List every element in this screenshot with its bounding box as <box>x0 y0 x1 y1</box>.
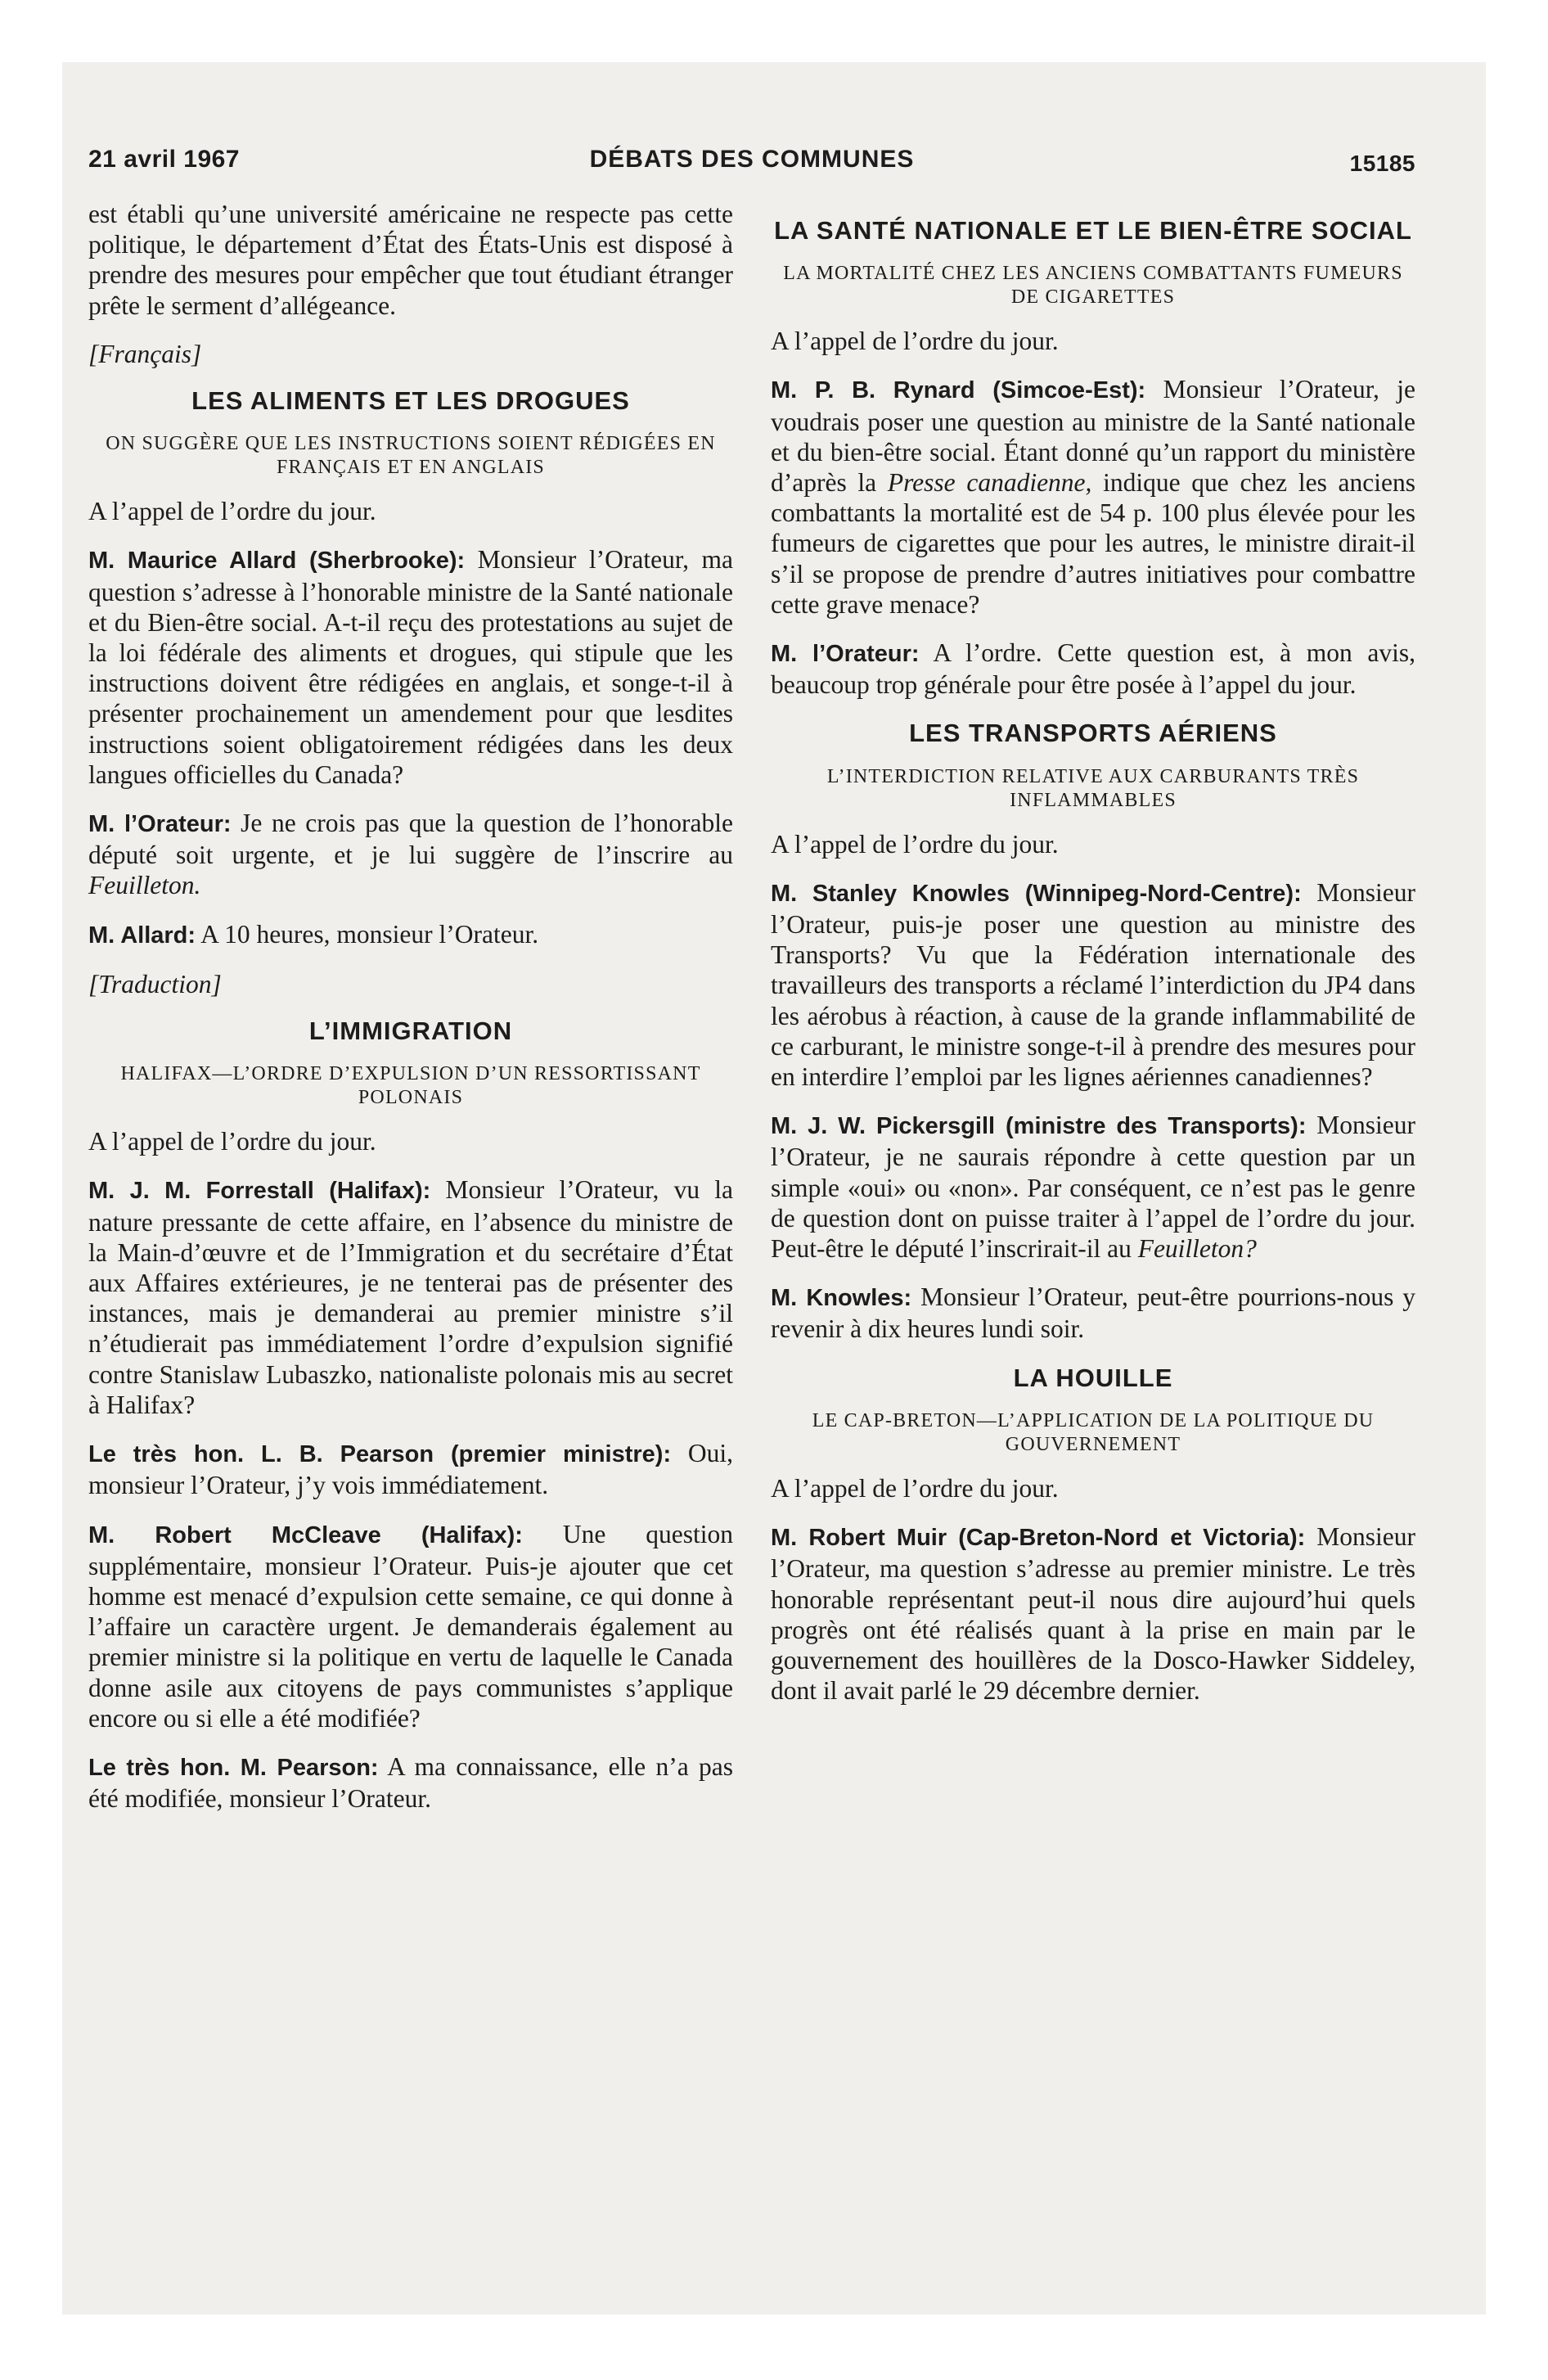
speaker-name: M. Allard: <box>88 922 196 949</box>
speaker-name: Le très hon. M. Pearson: <box>88 1754 379 1781</box>
speech-text: A ma connaissance, elle n’a pas été modifiée, monsieur l’Orateur. <box>88 1751 733 1814</box>
page-title: DÉBATS DES COMMUNES <box>589 146 915 173</box>
speech-paragraph <box>771 1282 1415 1344</box>
speech-text: Monsieur l’Orateur, ma question s’adresse à l’honorable ministre de la Santé nationale et du Bien-être social. A-t-il reçu des protestations au sujet de la loi fédérale des aliments et drogues, qui stipule que les instructions doivent être rédigées en anglais, et songe-t-il à présenter prochainement un amendement pour que lesdites instructions soient obligatoirement rédigées dans les deux langues officielles du Canada? <box>88 545 733 789</box>
speech-paragraph <box>88 544 733 790</box>
section-subheading: HALIFAX—L’ORDRE D’EXPULSION D’UN RESSORTISSANT POLONAIS <box>120 1063 701 1109</box>
paragraph: est établi qu’une université américaine ne respecte pas cette politique, le département d’État des États-Unis est disposé à prendre des mesures pour empêcher que tout étudiant étranger prête le serment d’allégeance. <box>88 200 733 320</box>
speech-text: Monsieur l’Orateur, ma question s’adresse au premier ministre. Le très honorable représentant peut-il nous dire aujourd’hui quels progrès ont été réalisés quant à la prise en main par le gouvernement des houillères de la Dosco-Hawker Siddeley, dont il avait parlé le 29 décembre dernier. <box>771 1522 1415 1706</box>
speech-text: Une question supplémentaire, monsieur l’Orateur. Puis-je ajouter que cet homme est menacé d’expulsion cette semaine, ce qui donne à l’affaire un caractère urgent. Je demanderais également au premier ministre si la politique en vertu de laquelle le Canada donne asile aux citoyens de pays communistes s’applique encore ou si elle a été modifiée? <box>88 1519 733 1733</box>
italic-text: Feuilleton? <box>1137 1234 1257 1264</box>
speech-text: Monsieur l’Orateur, je ne saurais répondre à cette question par un simple «oui» ou «non». Par conséquent, ce n’est pas le genre de question dont on puisse traiter à l’appel de l’ordre du jour. Peut-être le député l’inscrirait-il au <box>771 1111 1415 1264</box>
speech-paragraph <box>88 1519 733 1733</box>
paragraph: A l’appel de l’ordre du jour. <box>88 1127 376 1156</box>
paragraph: A l’appel de l’ordre du jour. <box>771 829 1059 859</box>
speech-paragraph <box>88 808 733 901</box>
page-number: 15185 <box>1349 151 1415 176</box>
section-heading: LES TRANSPORTS AÉRIENS <box>909 719 1277 748</box>
section-subheading: LE CAP-BRETON—L’APPLICATION DE LA POLITIQUE DU GOUVERNEMENT <box>812 1409 1375 1455</box>
language-tag: [Traduction] <box>88 969 222 998</box>
section-heading: L’IMMIGRATION <box>308 1016 513 1046</box>
language-tag: [Français] <box>88 339 202 368</box>
speaker-name: M. Robert McCleave (Halifax): <box>88 1521 523 1548</box>
speaker-name: M. Knowles: <box>771 1285 912 1312</box>
section-subheading: L’INTERDICTION RELATIVE AUX CARBURANTS TRÈS INFLAMMABLES <box>826 765 1360 811</box>
speech-text: Monsieur l’Orateur, vu la nature pressante de cette affaire, en l’absence du ministre de la Main-d’œuvre et de l’Immigration et du secrétaire d’État aux Affaires extérieures, je ne tenterai pas de présenter des instances, mais je demanderai au premier ministre s’il n’étudierait pas immédiatement l’ordre d’expulsion signifié contre Stanislaw Lubaszko, nationaliste polonais mis au secret à Halifax? <box>88 1175 733 1419</box>
right-column <box>771 199 1415 1706</box>
speech-paragraph <box>771 374 1415 620</box>
speech-text: Monsieur l’Orateur, puis-je poser une question au ministre des Transports? Vu que la Fédération internationale des travailleurs des transports a réclamé l’interdiction du JP4 dans les aérobus à réaction, à cause de la grande inflammabilité de ce carburant, le ministre songe-t-il à prendre des mesures pour en interdire l’emploi par les lignes aériennes canadiennes? <box>771 877 1415 1092</box>
speaker-name: M. Stanley Knowles (Winnipeg-Nord-Centre): <box>771 880 1302 907</box>
speech-paragraph <box>88 1751 733 1814</box>
speech-paragraph <box>88 1438 733 1500</box>
section-heading: LA HOUILLE <box>1013 1363 1173 1392</box>
speech-text: Monsieur l’Orateur, je voudrais poser une question au ministre de la Santé nationale et du bien-être social. Étant donné qu’un rapport du ministère d’après la <box>771 375 1415 498</box>
speech-text: Monsieur l’Orateur, peut-être pourrions-nous y revenir à dix heures lundi soir. <box>771 1282 1416 1344</box>
speech-paragraph <box>88 1174 733 1420</box>
speech-text: Oui, monsieur l’Orateur, j’y vois immédiatement. <box>88 1439 733 1500</box>
section-heading: LA SANTÉ NATIONALE ET LE BIEN-ÊTRE SOCIAL <box>774 216 1412 245</box>
paragraph: A l’appel de l’ordre du jour. <box>88 497 376 526</box>
italic-text: Presse canadienne, <box>887 468 1092 498</box>
speech-paragraph <box>88 919 733 951</box>
speech-text: A 10 heures, monsieur l’Orateur. <box>196 919 539 949</box>
page-header <box>88 146 1415 187</box>
speaker-name: Le très hon. L. B. Pearson (premier ministre): <box>88 1441 672 1468</box>
speech-text: indique que chez les anciens combattants la mortalité est de 54 p. 100 plus élevée pour les fumeurs de cigarettes que pour les autres, le ministre dirait-il s’il se propose de prendre d’autres initiatives pour combattre cette grave menace? <box>771 468 1415 619</box>
speaker-name: M. P. B. Rynard (Simcoe-Est): <box>771 377 1146 404</box>
speaker-name: M. l’Orateur: <box>88 811 232 838</box>
paragraph: A l’appel de l’ordre du jour. <box>771 327 1059 356</box>
section-subheading: ON SUGGÈRE QUE LES INSTRUCTIONS SOIENT RÉDIGÉES EN FRANÇAIS ET EN ANGLAIS <box>106 433 716 479</box>
speaker-name: M. l’Orateur: <box>771 641 920 668</box>
speech-text: Je ne crois pas que la question de l’honorable député soit urgente, et je lui suggère de l’inscrire au <box>88 809 733 870</box>
left-column <box>88 199 733 1814</box>
section-subheading: LA MORTALITÉ CHEZ LES ANCIENS COMBATTANTS FUMEURS DE CIGARETTES <box>783 263 1403 309</box>
speaker-name: M. J. M. Forrestall (Halifax): <box>88 1178 431 1205</box>
speech-text: A l’ordre. Cette question est, à mon avis, beaucoup trop générale pour être posée à l’appel du jour. <box>771 638 1415 700</box>
speech-paragraph <box>771 1521 1415 1706</box>
speaker-name: M. Robert Muir (Cap-Breton-Nord et Victoria): <box>771 1525 1306 1552</box>
speech-paragraph <box>771 638 1415 700</box>
page-date: 21 avril 1967 <box>88 146 240 173</box>
paragraph: A l’appel de l’ordre du jour. <box>771 1473 1059 1503</box>
speaker-name: M. Maurice Allard (Sherbrooke): <box>88 548 466 575</box>
italic-text: Feuilleton. <box>88 871 201 900</box>
section-heading: LES ALIMENTS ET LES DROGUES <box>191 386 630 416</box>
speech-paragraph <box>771 1110 1415 1264</box>
speaker-name: M. J. W. Pickersgill (ministre des Transports): <box>771 1113 1307 1140</box>
speech-paragraph <box>771 877 1415 1092</box>
